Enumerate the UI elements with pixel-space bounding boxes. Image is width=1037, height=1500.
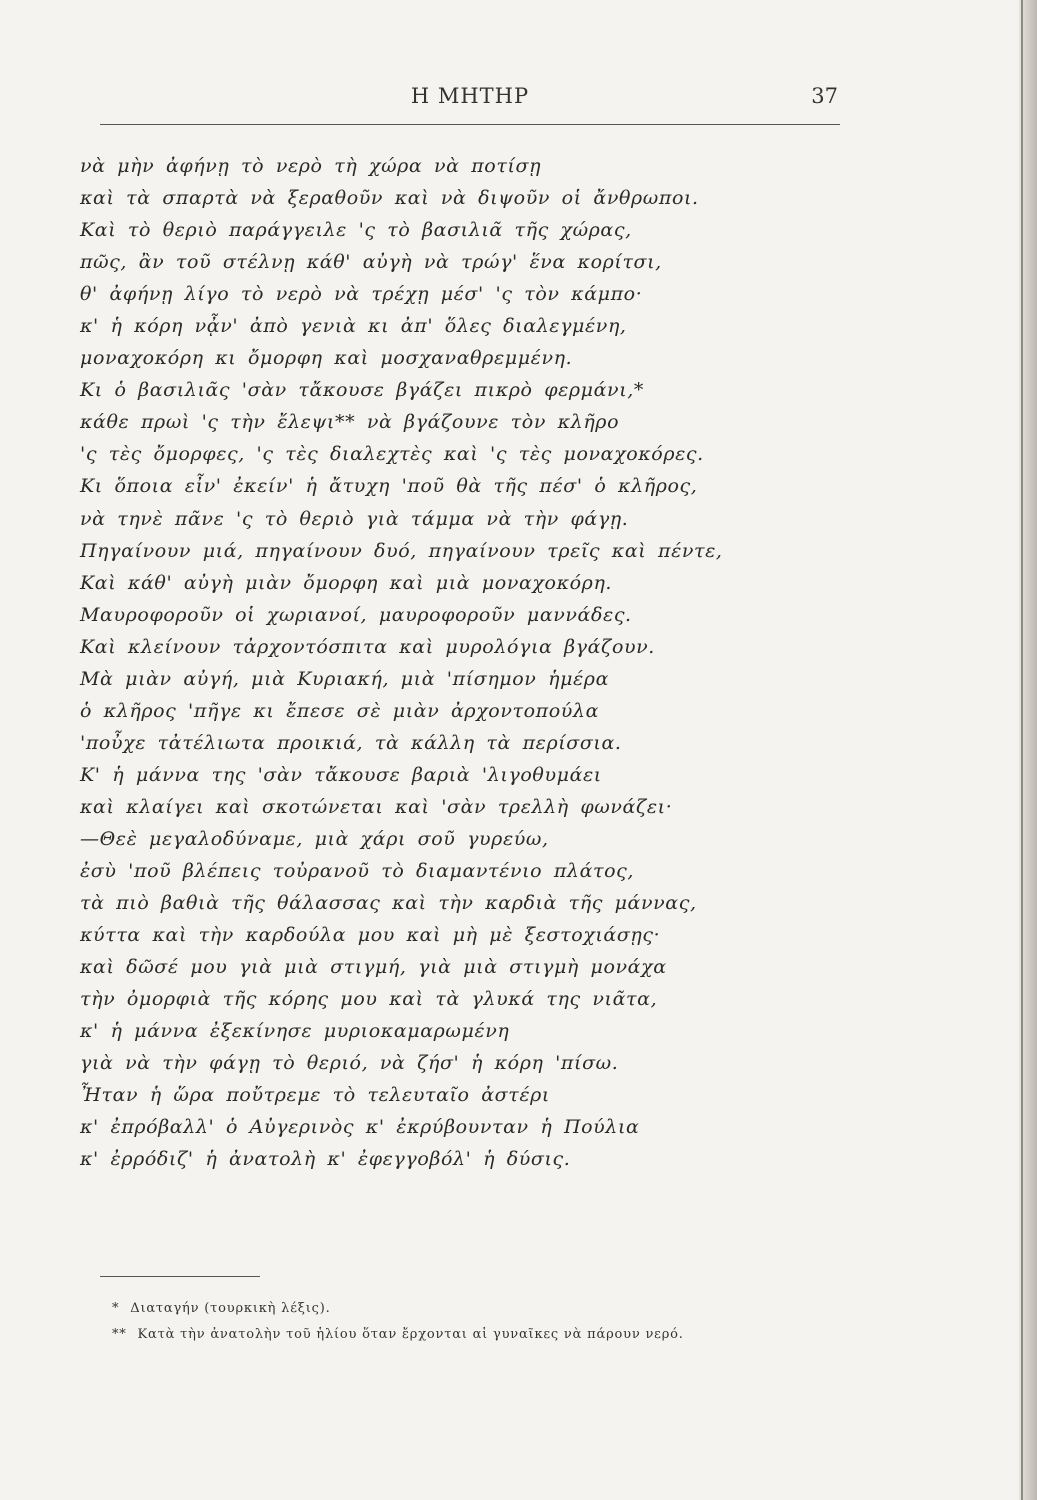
verse-line: —Θεὲ μεγαλοδύναμε, μιὰ χάρι σοῦ γυρεύω, (80, 827, 549, 850)
verse-line: τὰ πιὸ βαθιὰ τῆς θάλασσας καὶ τὴν καρδιὰ τῆς μάννας, (80, 892, 697, 915)
verse-line: τὴν ὀμορφιὰ τῆς κόρης μου καὶ τὰ γλυκά της νιᾶτα, (80, 988, 658, 1011)
verse-line: κάθε πρωὶ 'ς τὴν ἔλεψι** νὰ βγάζουνε τὸν κλῆρο (80, 411, 620, 434)
verse-line: νὰ μὴν ἀφήνῃ τὸ νερὸ τὴ χώρα νὰ ποτίσῃ (80, 155, 542, 177)
verse-line: κ' ἡ μάννα ἐξεκίνησε μυριοκαμαρωμένη (80, 1020, 510, 1043)
verse-line: κ' ἐπρόβαλλ' ὁ Αὐγερινὸς κ' ἐκρύβουνταν ἡ Πούλια (80, 1116, 640, 1139)
page-header (100, 84, 840, 120)
verse-line: Κ' ἡ μάννα της 'σὰν τἄκουσε βαριὰ 'λιγοθυμάει (80, 763, 602, 786)
verse-line: 'ποὖχε τἀτέλιωτα προικιά, τὰ κάλλη τὰ περίσσια. (80, 731, 622, 754)
verse-line: καὶ δῶσέ μου γιὰ μιὰ στιγμή, γιὰ μιὰ στιγμὴ μονάχα (80, 956, 667, 979)
verse-line: Ἦταν ἡ ὥρα ποὔτρεμε τὸ τελευταῖο ἀστέρι (80, 1084, 550, 1107)
verse-line: Μαυροφοροῦν οἱ χωριανοί, μαυροφοροῦν μαννάδες. (80, 603, 632, 626)
verse-line: νὰ τηνὲ πᾶνε 'ς τὸ θεριὸ γιὰ τάμμα νὰ τὴν φάγῃ. (80, 507, 629, 530)
verse-line: κύττα καὶ τὴν καρδούλα μου καὶ μὴ μὲ ξεστοχιάσῃς· (80, 924, 661, 947)
footnote-mark: ** (112, 1327, 127, 1342)
footnote-mark: * (112, 1301, 120, 1316)
verse-line: μοναχοκόρη κι ὄμορφη καὶ μοσχαναθρεμμένη. (80, 347, 573, 370)
verse-line: γιὰ νὰ τὴν φάγῃ τὸ θεριό, νὰ ζήσ' ἡ κόρη 'πίσω. (80, 1052, 619, 1075)
verse-line: ἐσὺ 'ποῦ βλέπεις τοὐρανοῦ τὸ διαμαντένιο πλάτος, (80, 860, 635, 883)
verse-line: ὁ κλῆρος 'πῆγε κι ἔπεσε σὲ μιὰν ἀρχοντοπούλα (80, 699, 599, 722)
verse-line: Καὶ κλείνουν τἀρχοντόσπιτα καὶ μυρολόγια βγάζουν. (80, 635, 655, 658)
footnotes (112, 1296, 912, 1348)
poem-body (80, 150, 820, 1176)
running-title: Η ΜΗΤΗΡ (410, 84, 530, 108)
verse-line: θ' ἀφήνῃ λίγο τὸ νερὸ νὰ τρέχῃ μέσ' 'ς τὸν κάμπο· (80, 283, 643, 306)
footnote-text: Διαταγήν (τουρκικὴ λέξις). (130, 1301, 331, 1316)
page-number: 37 (811, 84, 838, 108)
verse-line: Καὶ τὸ θεριὸ παράγγειλε 'ς τὸ βασιλιᾶ τῆς χώρας, (80, 219, 632, 242)
verse-line: καὶ κλαίγει καὶ σκοτώνεται καὶ 'σὰν τρελλὴ φωνάζει· (80, 795, 673, 818)
header-rule (100, 124, 840, 125)
verse-line: 'ς τὲς ὄμορφες, 'ς τὲς διαλεχτὲς καὶ 'ς τὲς μοναχοκόρες. (80, 443, 704, 466)
verse-line: καὶ τὰ σπαρτὰ νὰ ξεραθοῦν καὶ νὰ διψοῦν οἱ ἄνθρωποι. (80, 187, 699, 210)
verse-line: Κι ὁ βασιλιᾶς 'σὰν τἄκουσε βγάζει πικρὸ φερμάνι,* (80, 379, 644, 402)
verse-line: Κι ὅποια εἶν' ἐκείν' ἡ ἄτυχη 'ποῦ θὰ τῆς πέσ' ὁ κλῆρος, (80, 475, 698, 498)
verse-line: κ' ἐρρόδιζ' ἡ ἀνατολὴ κ' ἐφεγγοβόλ' ἡ δύσις. (80, 1148, 571, 1171)
footnote-rule (100, 1276, 260, 1277)
verse-line: Πηγαίνουν μιά, πηγαίνουν δυό, πηγαίνουν τρεῖς καὶ πέντε, (80, 539, 723, 562)
verse-line: κ' ἡ κόρη νᾆν' ἀπὸ γενιὰ κι ἀπ' ὅλες διαλεγμένη, (80, 315, 627, 338)
page-edge-line (1021, 0, 1023, 1500)
footnote (112, 1322, 912, 1348)
footnote-text: Κατὰ τὴν ἀνατολὴν τοῦ ἡλίου ὅταν ἔρχονται αἱ γυναῖκες νὰ πάρουν νερό. (137, 1327, 684, 1342)
footnote (112, 1296, 912, 1322)
verse-line: Μὰ μιὰν αὐγή, μιὰ Κυριακή, μιὰ 'πίσημον ἡμέρα (80, 667, 610, 690)
verse-line: Καὶ κάθ' αὐγὴ μιὰν ὄμορφη καὶ μιὰ μοναχοκόρη. (80, 571, 613, 594)
verse-line: πῶς, ἂν τοῦ στέλνῃ κάθ' αὐγὴ νὰ τρώγ' ἕνα κορίτσι, (80, 251, 662, 274)
